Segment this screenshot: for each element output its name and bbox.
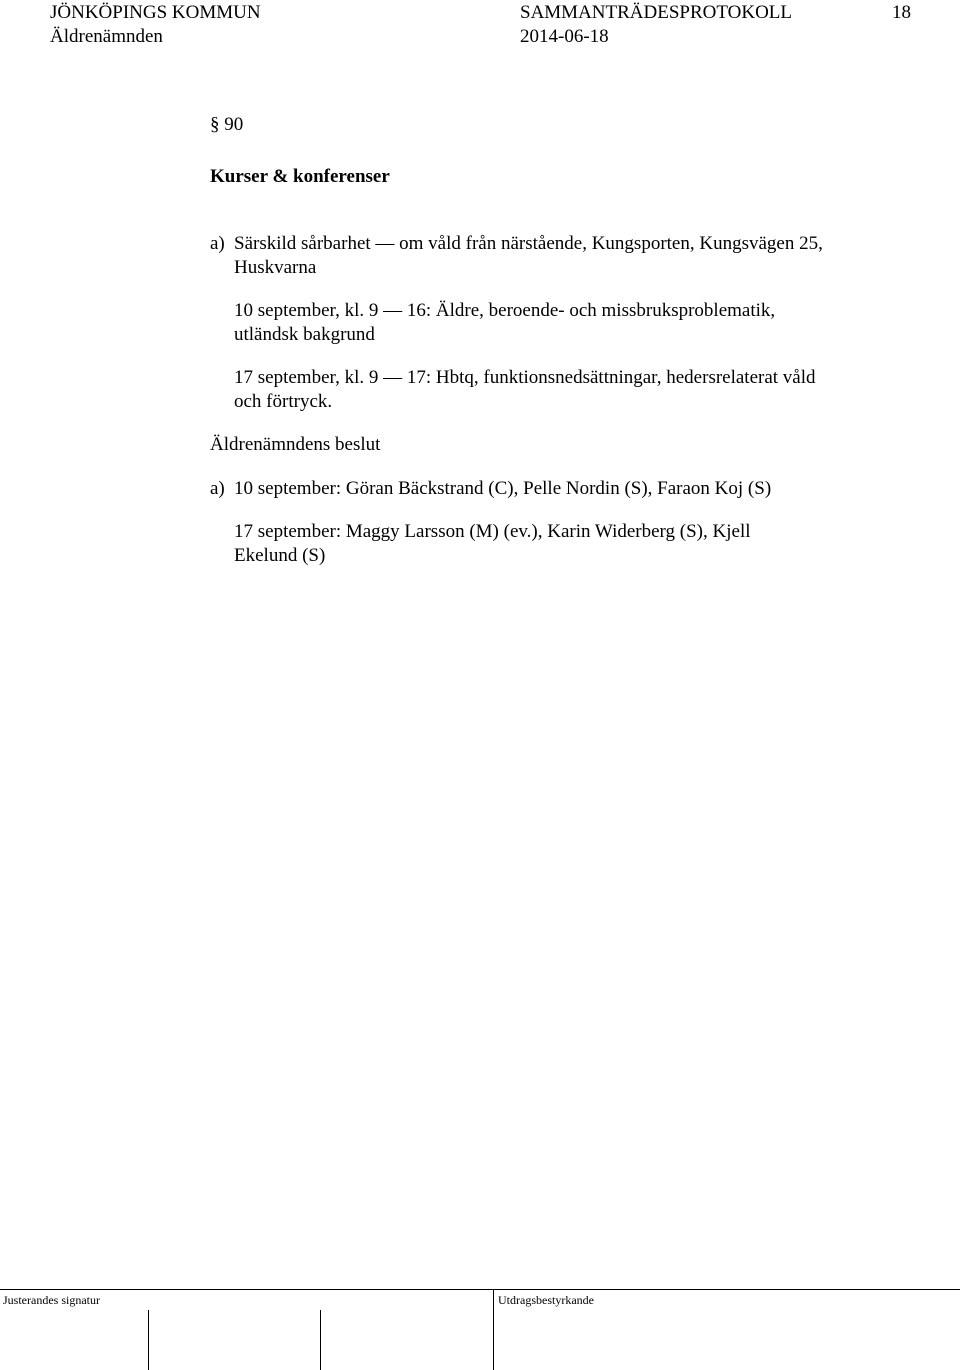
decision-item-b-line2: Ekelund (S)	[234, 545, 326, 566]
signature-box-divider-2	[320, 1310, 321, 1370]
decision-item-b-line1: 17 september: Maggy Larsson (M) (ev.), Karin Widerberg (S), Kjell	[234, 521, 751, 542]
session1-line2: utländsk bakgrund	[234, 324, 375, 345]
paragraph-heading	[210, 113, 243, 137]
decision-item-a-marker: a)	[210, 478, 225, 499]
item-a-marker: a)	[210, 233, 225, 254]
paragraph-number: 90	[224, 114, 244, 135]
session2-line1: 17 september, kl. 9 — 17: Hbtq, funktionsnedsättningar, hedersrelaterat våld	[234, 367, 816, 388]
committee-name: Äldrenämnden	[50, 26, 163, 47]
footer-column-divider	[493, 1290, 494, 1370]
page-number: 18	[892, 2, 911, 23]
paragraph-symbol: §	[210, 114, 220, 135]
municipality-name: JÖNKÖPINGS KOMMUN	[50, 2, 261, 23]
certifier-label: Utdragsbestyrkande	[498, 1293, 594, 1307]
decision-item-a: 10 september: Göran Bäckstrand (C), Pelle Nordin (S), Faraon Koj (S)	[234, 478, 772, 499]
section-title: Kurser & konferenser	[210, 166, 390, 187]
session1-line1: 10 september, kl. 9 — 16: Äldre, beroende- och missbruksproblematik,	[234, 300, 776, 321]
item-a-line2: Huskvarna	[234, 257, 317, 278]
protocol-title: SAMMANTRÄDESPROTOKOLL	[520, 2, 793, 23]
meeting-date: 2014-06-18	[520, 26, 609, 47]
footer-divider	[0, 1289, 960, 1290]
decision-heading: Äldrenämndens beslut	[210, 434, 381, 455]
session2-line2: och förtryck.	[234, 391, 333, 412]
item-a-line1: Särskild sårbarhet — om våld från närstående, Kungsporten, Kungsvägen 25,	[234, 233, 823, 254]
signature-box-divider-1	[148, 1310, 149, 1370]
signature-label: Justerandes signatur	[3, 1293, 100, 1307]
